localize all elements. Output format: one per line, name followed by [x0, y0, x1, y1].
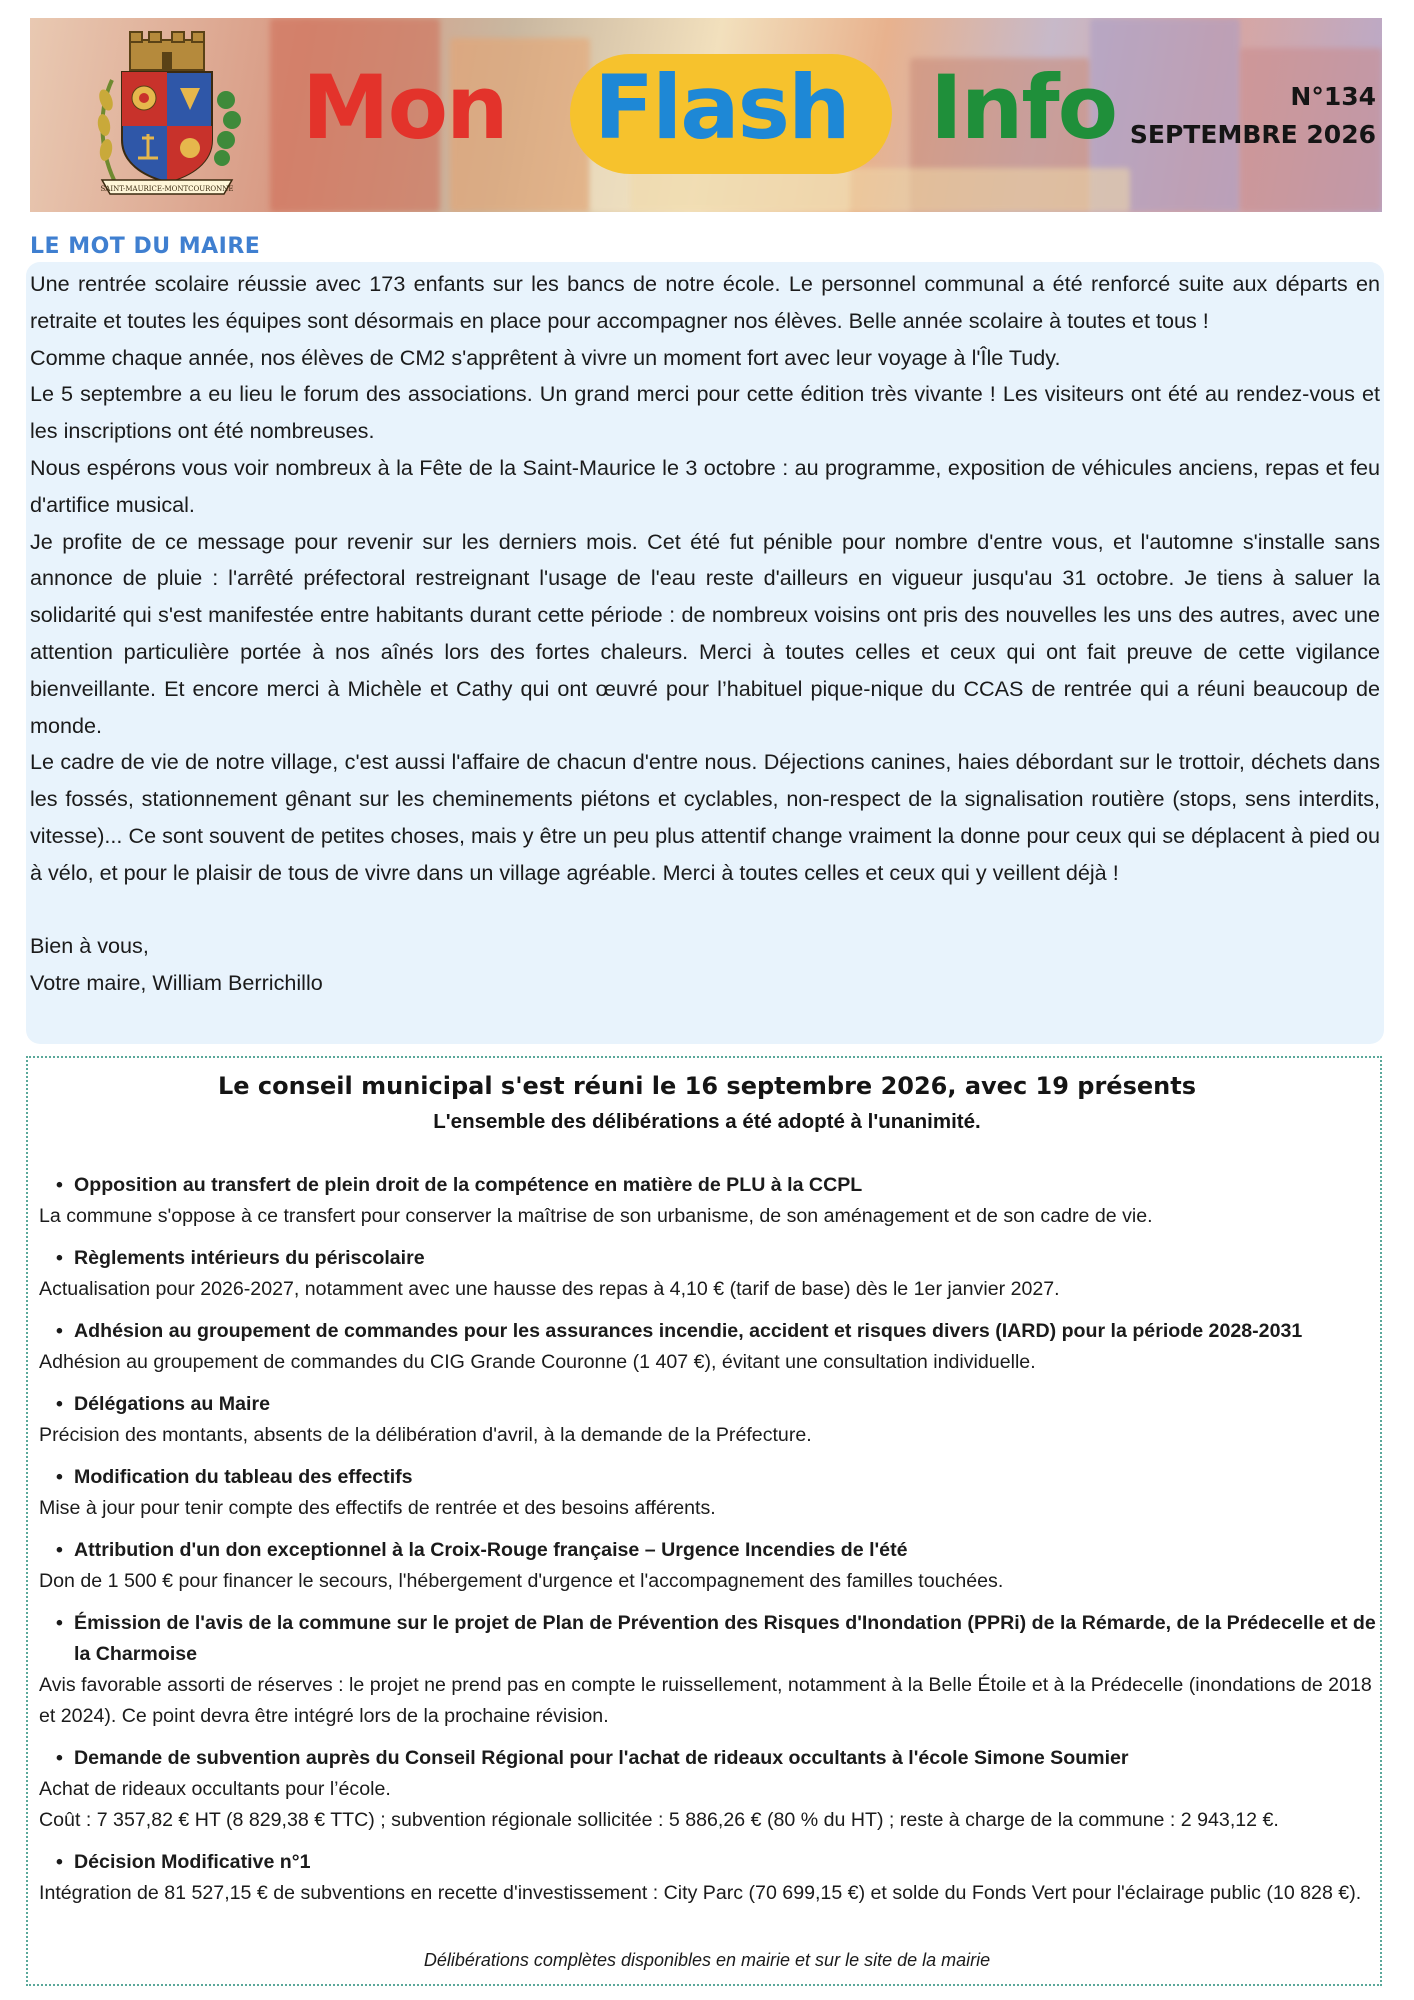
deliberation-desc: Coût : 7 357,82 € HT (8 829,38 € TTC) ; subvention régionale sollicitée : 5 886,26 € (80 % du HT) ; reste à charge de la commune : 2 943,12 €. [39, 1809, 1279, 1831]
mayor-paragraph: Le 5 septembre a eu lieu le forum des associations. Un grand merci pour cette édition très vivante ! Les visiteurs ont été au rendez-vous et les inscriptions ont été nombreuses. [30, 381, 1380, 444]
deliberation-desc: La commune s'oppose à ce transfert pour conserver la maîtrise de son urbanisme, de son aménagement et de son cadre de vie. [39, 1205, 1153, 1227]
deliberation-desc: Précision des montants, absents de la délibération d'avril, à la demande de la Préfecture. [39, 1424, 812, 1446]
deliberation-item [40, 1316, 1380, 1378]
crest-logo [92, 30, 242, 202]
deliberation-title: • Adhésion au groupement de commandes pour les assurances incendie, accident et risques divers (IARD) pour la période 2028-2031 [40, 1316, 1380, 1347]
deliberation-title: • Demande de subvention auprès du Conseil Régional pour l'achat de rideaux occultants à l'école Simone Soumier [40, 1743, 1380, 1774]
deliberation-title: • Délégations au Maire [40, 1389, 1380, 1420]
deliberation-desc: Achat de rideaux occultants pour l’école. [39, 1778, 391, 1800]
mayor-paragraph: Le cadre de vie de notre village, c'est aussi l'affaire de chacun d'entre nous. Déjections canines, haies débordant sur le trottoir, déchets dans les fossés, stationnement gênant sur les cheminements piétons et cyclables, non-respect de la signalisation routière (stops, sens interdits, vitesse)... Ce sont souvent de petites choses, mais y être un peu plus attentif change vraiment la donne pour ceux qui se déplacent à pied ou à vélo, et pour le plaisir de tous de vivre dans un village agréable. Merci à toutes celles et ceux qui y veillent déjà ! [30, 749, 1380, 885]
deliberation-item [40, 1389, 1380, 1451]
council-subtitle: L'ensemble des délibérations a été adopté à l'unanimité. [433, 1110, 981, 1133]
title-mon: Mon [302, 56, 507, 159]
mayor-paragraph: Je profite de ce message pour revenir sur les derniers mois. Cet été fut pénible pour nombre d'entre vous, et l'automne s'installe sans annonce de pluie : l'arrêté préfectoral restreignant l'usage de l'eau reste d'ailleurs en vigueur jusqu'au 31 octobre. Je tiens à saluer la solidarité qui s'est manifestée entre habitants durant cette période : de nombreux voisins ont pris des nouvelles les uns des autres, avec une attention particulière portée à nos aînés lors des fortes chaleurs. Merci à toutes celles et ceux qui ont fait preuve de cette vigilance bienveillante. Et encore merci à Michèle et Cathy qui ont œuvré pour l’habituel pique-nique du CCAS de rentrée qui a réuni beaucoup de monde. [30, 528, 1380, 738]
deliberation-item [40, 1535, 1380, 1597]
council-footnote: Délibérations complètes disponibles en mairie et sur le site de la mairie [423, 1950, 991, 1970]
deliberation-item [40, 1743, 1380, 1836]
deliberation-title: • Modification du tableau des effectifs [40, 1462, 1380, 1493]
deliberation-desc: Adhésion au groupement de commandes du CIG Grande Couronne (1 407 €), évitant une consultation individuelle. [39, 1351, 1036, 1373]
council-deliberations [40, 1170, 1380, 1920]
mayor-message [30, 266, 1380, 1002]
deliberation-title: • Décision Modificative n°1 [40, 1847, 1380, 1878]
deliberation-item [40, 1170, 1380, 1232]
deliberation-desc: Actualisation pour 2026-2027, notamment avec une hausse des repas à 4,10 € (tarif de base) dès le 1er janvier 2027. [39, 1278, 1060, 1300]
deliberation-item [40, 1243, 1380, 1305]
deliberation-title: • Règlements intérieurs du périscolaire [40, 1243, 1380, 1274]
title-flash: Flash [594, 56, 849, 159]
deliberation-item [40, 1847, 1380, 1909]
deliberation-desc: Intégration de 81 527,15 € de subventions en recette d'investissement : City Parc (70 699,15 €) et solde du Fonds Vert pour l'éclairage public (10 828 €). [39, 1882, 1362, 1904]
backdrop-street [630, 168, 1130, 212]
mayor-paragraph: Une rentrée scolaire réussie avec 173 enfants sur les bancs de notre école. Le personnel communal a été renforcé suite aux départs en retraite et toutes les équipes sont désormais en place pour accompagner nos élèves. Belle année scolaire à toutes et tous ! [30, 271, 1380, 333]
deliberation-title: • Attribution d'un don exceptionnel à la Croix-Rouge française – Urgence Incendies de l'été [40, 1535, 1380, 1566]
deliberation-item [40, 1608, 1380, 1732]
deliberation-title: • Émission de l'avis de la commune sur le projet de Plan de Prévention des Risques d'Inondation (PPRi) de la Rémarde, de la Prédecelle et de la Charmoise [40, 1608, 1380, 1670]
deliberation-desc: Avis favorable assorti de réserves : le projet ne prend pas en compte le ruissellement, notamment à la Belle Étoile et à la Prédecelle (inondations de 2018 et 2024). Ce point devra être intégré lors de la prochaine révision. [39, 1674, 1372, 1727]
council-title: Le conseil municipal s'est réuni le 16 septembre 2026, avec 19 présents [218, 1072, 1196, 1100]
issue-number: N°134 [1290, 82, 1376, 111]
deliberation-item [40, 1462, 1380, 1524]
mayor-paragraph: Comme chaque année, nos élèves de CM2 s'apprêtent à vivre un moment fort avec leur voyage à l'Île Tudy. [30, 344, 1061, 370]
deliberation-desc: Mise à jour pour tenir compte des effectifs de rentrée et des besoins afférents. [39, 1497, 716, 1519]
mayor-signature: Votre maire, William Berrichillo [30, 970, 323, 996]
crest-ribbon-text: SAINT-MAURICE-MONTCOURONNE [100, 185, 234, 193]
issue-date: SEPTEMBRE 2026 [1129, 120, 1376, 149]
issue-info [1130, 78, 1376, 154]
header-banner [30, 18, 1382, 212]
mayor-section-heading: LE MOT DU MAIRE [30, 234, 261, 259]
deliberation-title: • Opposition au transfert de plein droit de la compétence en matière de PLU à la CCPL [40, 1170, 1380, 1201]
mayor-closing: Bien à vous, [30, 933, 149, 959]
deliberation-desc: Don de 1 500 € pour financer le secours, l'hébergement d'urgence et l'accompagnement des familles touchées. [39, 1570, 1004, 1592]
mayor-paragraph: Nous espérons vous voir nombreux à la Fête de la Saint-Maurice le 3 octobre : au programme, exposition de véhicules anciens, repas et feu d'artifice musical. [30, 454, 1380, 517]
title-info: Info [930, 56, 1117, 159]
